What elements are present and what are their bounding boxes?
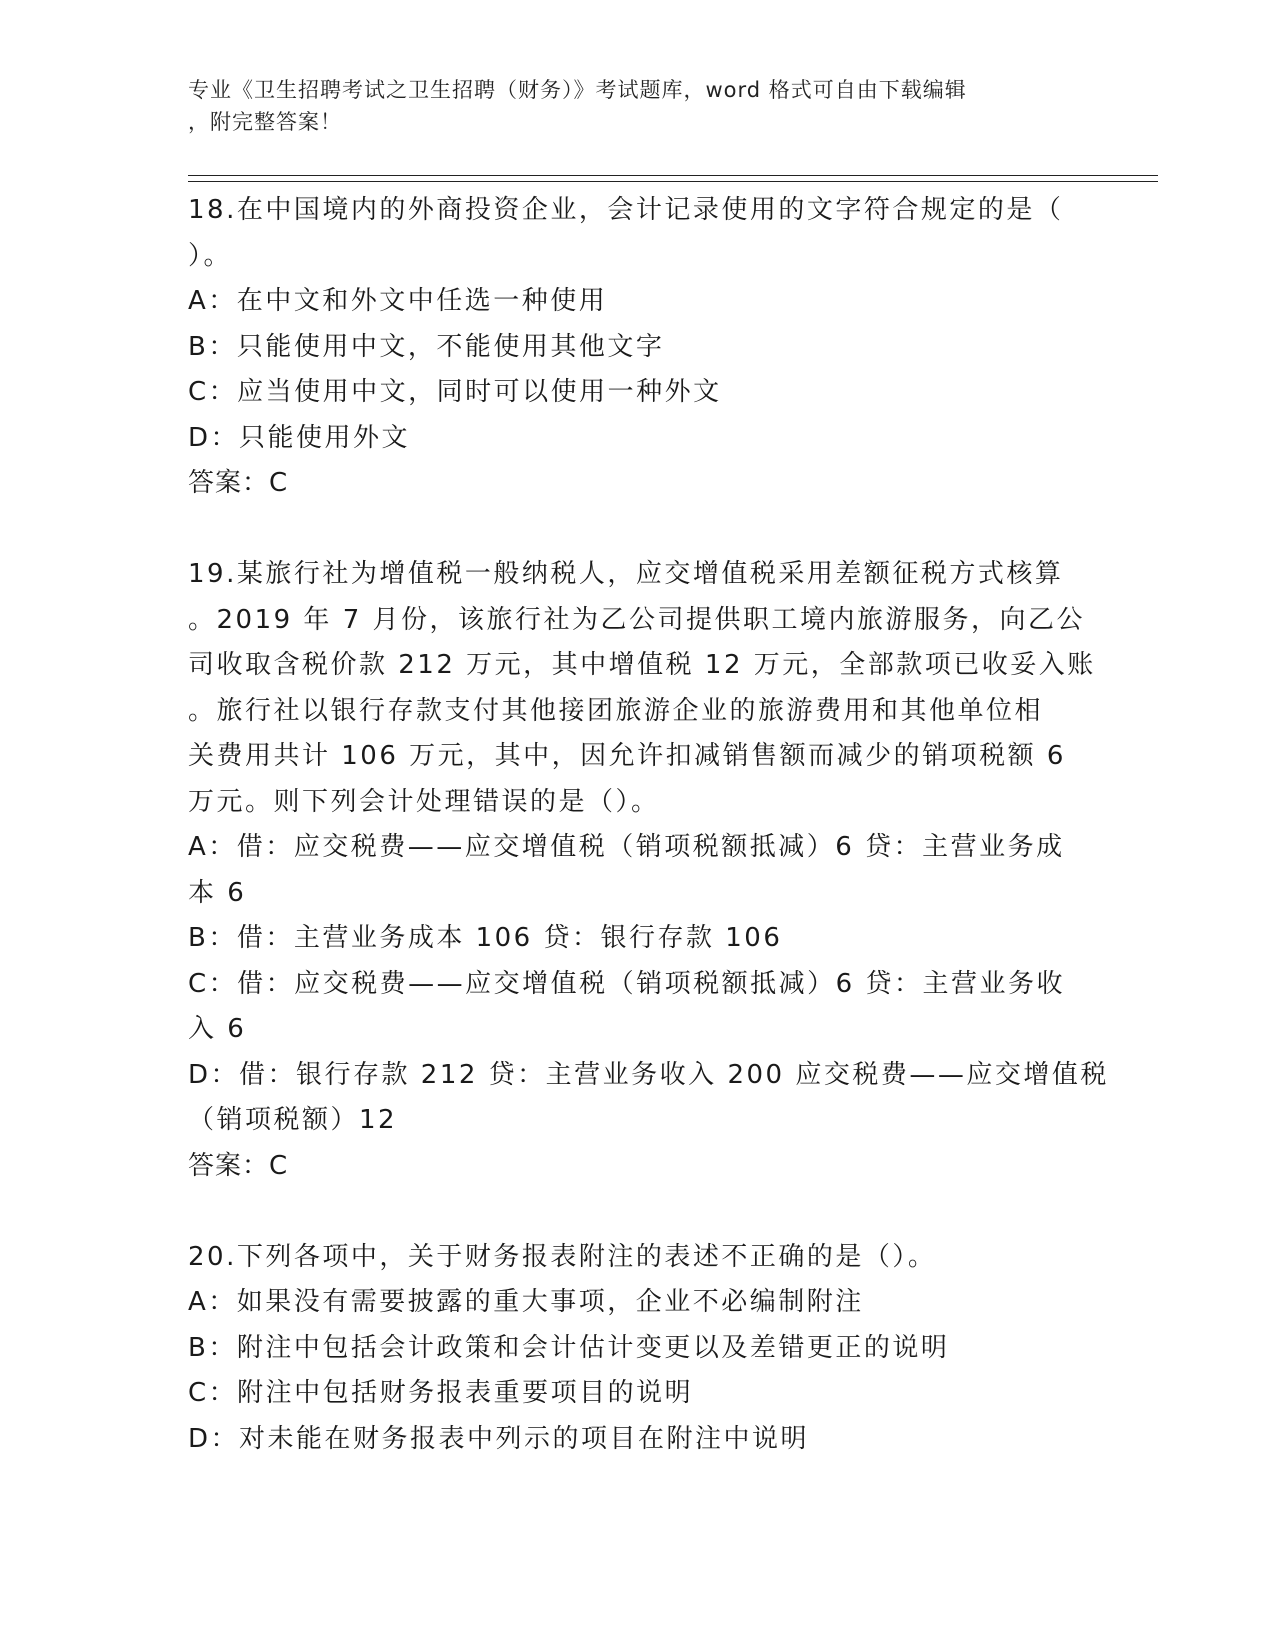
option-b: B：附注中包括会计政策和会计估计变更以及差错更正的说明 [188, 1332, 950, 1363]
spacer [188, 507, 1078, 553]
option-c: C：借：应交税费——应交增值税（销项税额抵减）6 贷：主营业务收 [188, 968, 1065, 999]
question-list [188, 188, 1109, 1462]
header-line-2: ，附完整答案！ [188, 110, 342, 134]
header-divider-top [188, 175, 1158, 176]
question-stem-line: 20.下列各项中，关于财务报表附注的表述不正确的是（）。 [188, 1241, 937, 1272]
option-c-continued: 入 6 [188, 1014, 247, 1044]
question-stem-line: 18.在中国境内的外商投资企业，会计记录使用的文字符合规定的是（ [188, 195, 1064, 225]
question-stem-line: 。2019 年 7 月份，该旅行社为乙公司提供职工境内旅游服务，向乙公 [188, 604, 1086, 635]
option-a: A：如果没有需要披露的重大事项，企业不必编制附注 [188, 1287, 864, 1317]
question-stem-line: ）。 [188, 240, 233, 271]
option-c: C：应当使用中文，同时可以使用一种外文 [188, 377, 722, 407]
question-stem-line: 。旅行社以银行存款支付其他接团旅游企业的旅游费用和其他单位相 [188, 695, 1044, 726]
header-divider-bottom [188, 181, 1158, 182]
option-d: D：借：银行存款 212 贷：主营业务收入 200 应交税费——应交增值税 [188, 1059, 1109, 1090]
option-d-continued: （销项税额）12 [188, 1105, 398, 1135]
header-line-1: 专业《卫生招聘考试之卫生招聘（财务）》考试题库，word 格式可自由下载编辑 [188, 78, 967, 102]
option-b: B：只能使用中文，不能使用其他文字 [188, 331, 665, 362]
spacer [188, 1189, 1078, 1235]
answer-text: 答案：C [188, 468, 289, 498]
question-stem-line: 19.某旅行社为增值税一般纳税人，应交增值税采用差额征税方式核算 [188, 559, 1064, 589]
option-c: C：附注中包括财务报表重要项目的说明 [188, 1378, 694, 1408]
answer-text: 答案：C [188, 1150, 289, 1181]
question-stem-line: 关费用共计 106 万元，其中，因允许扣减销售额而减少的销项税额 6 [188, 741, 1066, 771]
document-header [188, 74, 1068, 138]
question-20 [188, 1235, 1078, 1463]
option-a: A：在中文和外文中任选一种使用 [188, 286, 608, 316]
question-18 [188, 188, 1078, 507]
option-b: B：借：主营业务成本 106 贷：银行存款 106 [188, 923, 783, 953]
question-stem-line: 万元。则下列会计处理错误的是（）。 [188, 786, 660, 817]
option-d: D：只能使用外文 [188, 422, 411, 453]
option-a-continued: 本 6 [188, 877, 247, 908]
option-a: A：借：应交税费——应交增值税（销项税额抵减）6 贷：主营业务成 [188, 832, 1065, 862]
option-d: D：对未能在财务报表中列示的项目在附注中说明 [188, 1423, 810, 1454]
question-19 [188, 552, 1109, 1189]
question-stem-line: 司收取含税价款 212 万元，其中增值税 12 万元，全部款项已收妥入账 [188, 650, 1096, 680]
